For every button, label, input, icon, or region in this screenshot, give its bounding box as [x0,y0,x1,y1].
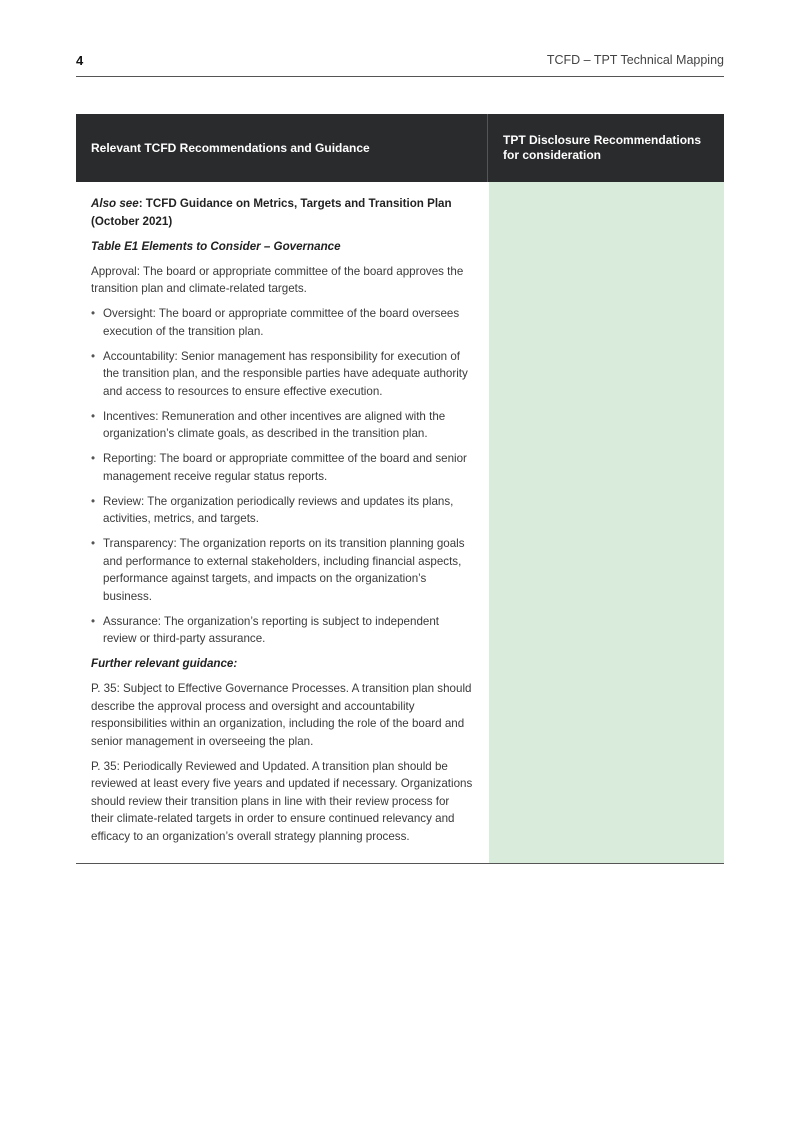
also-see-text: : TCFD Guidance on Metrics, Targets and Transition Plan (October 2021) [91,197,452,228]
guidance-paragraph-governance: P. 35: Subject to Effective Governance Processes. A transition plan should describe the approval process and oversight and accountability responsibilities within an organization, including the role of the board and senior management in overseeing the plan. [91,682,472,748]
further-guidance-heading: Further relevant guidance: [91,657,238,670]
running-title: TCFD – TPT Technical Mapping [546,53,724,67]
table-header-row [76,114,724,182]
list-item: • Transparency: The organization reports on its transition planning goals and performance to external stakeholders, including financial aspects, performance against targets, and impacts on the organization’s business. [91,535,474,605]
governance-elements-list [91,305,474,648]
list-item: • Accountability: Senior management has responsibility for execution of the transition plan, and the responsible parties have adequate authority and access to resources to ensure effective execution. [91,348,474,401]
table-row [76,182,724,864]
tcfd-guidance-cell [76,182,489,863]
column-header-tcfd: Relevant TCFD Recommendations and Guidance [76,114,488,182]
table-title: Table E1 Elements to Consider – Governance [91,239,341,253]
page-header [76,52,724,77]
list-item: • Assurance: The organization’s reporting is subject to independent review or third-party assurance. [91,613,474,648]
guidance-paragraph-review: P. 35: Periodically Reviewed and Updated. A transition plan should be reviewed at least every five years and updated if necessary. Organizations should review their transition plans in line with their review process for their climate-related targets in order to ensure continued relevancy and efficacy to an organization’s overall strategy planning process. [91,759,473,843]
list-item: • Reporting: The board or appropriate committee of the board and senior management receive regular status reports. [91,450,474,485]
mapping-table [76,114,724,864]
list-item: • Incentives: Remuneration and other incentives are aligned with the organization’s climate goals, as described in the transition plan. [91,408,474,443]
list-item: • Oversight: The board or appropriate committee of the board oversees execution of the transition plan. [91,305,474,340]
column-header-tpt: TPT Disclosure Recommendations for consideration [503,133,702,162]
approval-text: Approval: The board or appropriate committee of the board approves the transition plan and climate-related targets. [91,264,464,295]
list-item: • Review: The organization periodically reviews and updates its plans, activities, metrics, and targets. [91,493,474,528]
tpt-recommendations-cell [489,182,724,863]
page-number: 4 [76,53,84,68]
also-see-label: Also see [91,197,139,210]
also-see-reference [91,195,474,230]
